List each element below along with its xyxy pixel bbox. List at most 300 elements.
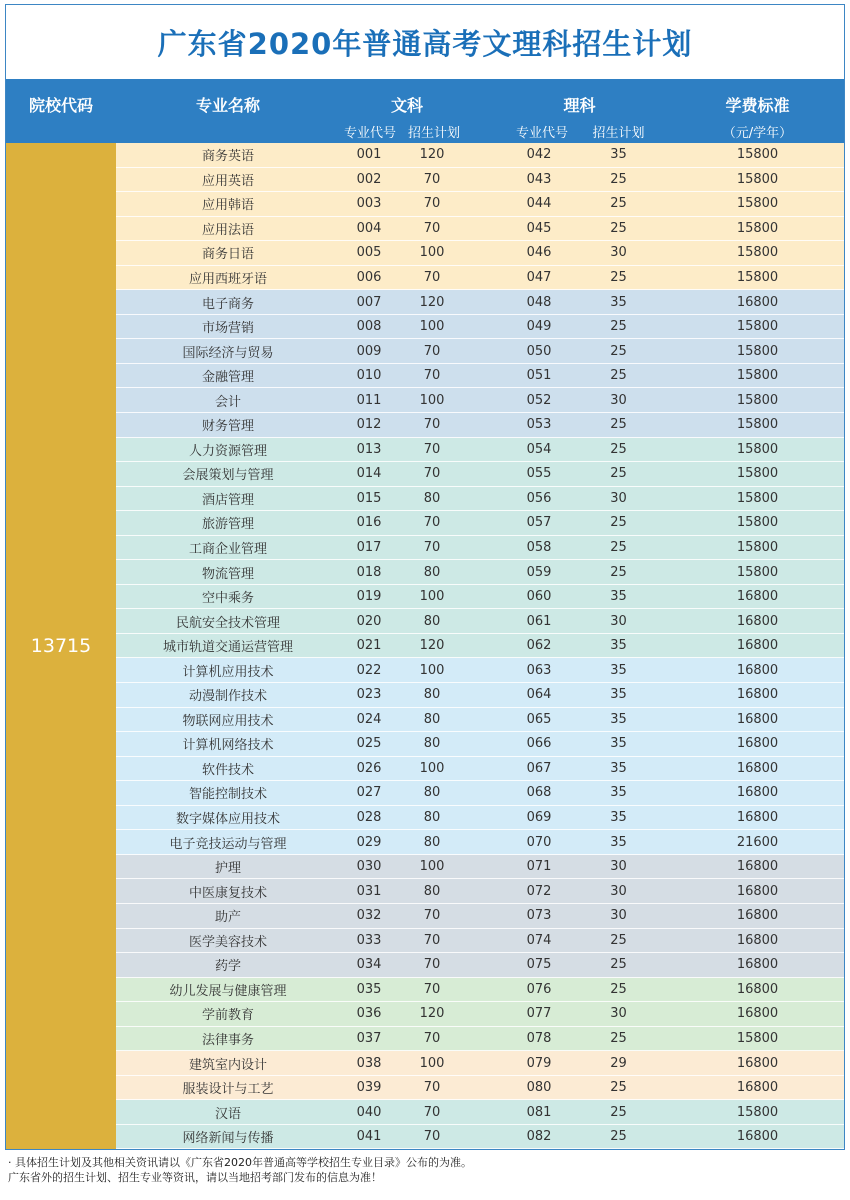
science-code-cell: 065 xyxy=(526,711,552,727)
arts-code-cell: 038 xyxy=(356,1055,382,1071)
science-plan-cell: 30 xyxy=(610,245,627,261)
tuition-cell: 16800 xyxy=(736,662,779,678)
major-name-cell: 中医康复技术 xyxy=(188,885,267,901)
table-row xyxy=(116,217,844,242)
science-plan-cell: 25 xyxy=(610,417,627,433)
header-science: 理科 xyxy=(563,96,596,115)
arts-plan-cell: 120 xyxy=(419,294,445,310)
tuition-cell: 15800 xyxy=(736,343,779,359)
tuition-cell: 16800 xyxy=(736,810,779,826)
science-code-cell: 055 xyxy=(526,466,552,482)
science-plan-cell: 25 xyxy=(610,564,627,580)
school-code-cell: 13715 xyxy=(6,143,116,1149)
major-name-cell: 应用英语 xyxy=(201,173,254,189)
arts-code-cell: 007 xyxy=(356,294,382,310)
arts-code-cell: 020 xyxy=(356,613,382,629)
science-code-cell: 061 xyxy=(526,613,552,629)
science-plan-cell: 25 xyxy=(610,981,627,997)
tuition-cell: 16800 xyxy=(736,785,779,801)
table-row xyxy=(116,168,844,193)
science-code-cell: 072 xyxy=(526,883,552,899)
science-plan-cell: 25 xyxy=(610,220,627,236)
table-row xyxy=(116,462,844,487)
tuition-cell: 15800 xyxy=(736,1104,779,1120)
major-name-cell: 国际经济与贸易 xyxy=(182,345,274,361)
arts-code-cell: 033 xyxy=(356,932,382,948)
major-name-cell: 工商企业管理 xyxy=(188,542,267,558)
arts-plan-cell: 80 xyxy=(423,564,441,580)
science-code-cell: 076 xyxy=(526,981,552,997)
tuition-cell: 15800 xyxy=(736,171,779,187)
tuition-cell: 16800 xyxy=(736,859,779,875)
arts-plan-cell: 70 xyxy=(423,441,441,457)
arts-code-cell: 030 xyxy=(356,859,382,875)
science-plan-cell: 25 xyxy=(610,515,627,531)
arts-code-cell: 037 xyxy=(356,1030,382,1046)
science-code-cell: 045 xyxy=(526,220,552,236)
header-school-code: 院校代码 xyxy=(28,96,93,115)
major-name-cell: 酒店管理 xyxy=(201,492,254,508)
major-name-cell: 学前教育 xyxy=(201,1008,254,1024)
tuition-cell: 16800 xyxy=(736,736,779,752)
major-name-cell: 应用韩语 xyxy=(201,198,254,214)
arts-code-cell: 019 xyxy=(356,589,382,605)
table-row xyxy=(116,241,844,266)
arts-plan-cell: 70 xyxy=(423,196,441,212)
table-row xyxy=(116,683,844,708)
tuition-cell: 15800 xyxy=(736,245,779,261)
arts-plan-cell: 80 xyxy=(423,490,441,506)
table-row xyxy=(116,143,844,168)
science-plan-cell: 30 xyxy=(610,1006,627,1022)
tuition-cell: 16800 xyxy=(736,908,779,924)
arts-plan-cell: 70 xyxy=(423,1080,441,1096)
page-title: 广东省2020年普通高考文理科招生计划 xyxy=(157,26,693,61)
major-name-cell: 金融管理 xyxy=(201,370,254,386)
science-code-cell: 068 xyxy=(526,785,552,801)
arts-code-cell: 010 xyxy=(356,368,382,384)
science-plan-cell: 35 xyxy=(610,785,627,801)
science-code-cell: 057 xyxy=(526,515,552,531)
science-code-cell: 078 xyxy=(526,1030,552,1046)
arts-code-cell: 027 xyxy=(356,785,382,801)
tuition-cell: 16800 xyxy=(736,957,779,973)
major-name-cell: 物联网应用技术 xyxy=(182,713,274,729)
arts-plan-cell: 70 xyxy=(423,515,441,531)
arts-plan-cell: 70 xyxy=(423,466,441,482)
table-row xyxy=(116,536,844,561)
science-plan-cell: 25 xyxy=(610,466,627,482)
major-name-cell: 民航安全技术管理 xyxy=(175,615,280,631)
table-header xyxy=(6,79,844,143)
science-code-cell: 052 xyxy=(526,392,552,408)
arts-plan-cell: 70 xyxy=(423,171,441,187)
arts-code-cell: 017 xyxy=(356,540,382,556)
table-row xyxy=(116,1125,844,1150)
science-code-cell: 043 xyxy=(526,171,552,187)
arts-code-cell: 034 xyxy=(356,957,382,973)
major-name-cell: 人力资源管理 xyxy=(188,443,267,459)
table-row xyxy=(116,658,844,683)
arts-code-cell: 024 xyxy=(356,711,382,727)
arts-code-cell: 022 xyxy=(356,662,382,678)
arts-plan-cell: 120 xyxy=(419,638,445,654)
science-code-cell: 046 xyxy=(526,245,552,261)
table-row xyxy=(116,634,844,659)
arts-code-cell: 036 xyxy=(356,1006,382,1022)
tuition-cell: 16800 xyxy=(736,589,779,605)
arts-plan-cell: 70 xyxy=(423,1129,441,1145)
arts-code-cell: 031 xyxy=(356,883,382,899)
tuition-cell: 15800 xyxy=(736,220,779,236)
major-name-cell: 汉语 xyxy=(214,1106,241,1122)
science-plan-cell: 35 xyxy=(610,760,627,776)
science-plan-cell: 25 xyxy=(610,540,627,556)
table-row xyxy=(116,708,844,733)
arts-code-cell: 021 xyxy=(356,638,382,654)
table-body xyxy=(116,143,844,1149)
major-name-cell: 软件技术 xyxy=(201,762,254,778)
table-row xyxy=(116,1002,844,1027)
tuition-cell: 16800 xyxy=(736,981,779,997)
science-code-cell: 053 xyxy=(526,417,552,433)
science-plan-cell: 25 xyxy=(610,171,627,187)
table-row xyxy=(116,192,844,217)
science-plan-cell: 35 xyxy=(610,589,627,605)
science-code-cell: 048 xyxy=(526,294,552,310)
table-row xyxy=(116,388,844,413)
table-row xyxy=(116,904,844,929)
arts-plan-cell: 80 xyxy=(423,834,441,850)
arts-code-cell: 003 xyxy=(356,196,382,212)
arts-code-cell: 032 xyxy=(356,908,382,924)
table-row xyxy=(116,364,844,389)
science-plan-cell: 30 xyxy=(610,613,627,629)
science-plan-cell: 25 xyxy=(610,1104,627,1120)
science-code-cell: 056 xyxy=(526,490,552,506)
science-plan-cell: 30 xyxy=(610,392,627,408)
major-name-cell: 网络新闻与传播 xyxy=(182,1131,274,1147)
science-code-cell: 049 xyxy=(526,319,552,335)
major-name-cell: 计算机应用技术 xyxy=(182,664,274,680)
science-plan-cell: 35 xyxy=(610,662,627,678)
major-name-cell: 医学美容技术 xyxy=(188,934,267,950)
header-major-name: 专业名称 xyxy=(195,96,260,115)
science-plan-cell: 35 xyxy=(610,147,627,163)
major-name-cell: 服装设计与工艺 xyxy=(182,1082,274,1098)
science-code-cell: 074 xyxy=(526,932,552,948)
science-plan-cell: 25 xyxy=(610,441,627,457)
arts-plan-cell: 100 xyxy=(419,392,445,408)
table-row xyxy=(116,1051,844,1076)
science-plan-cell: 35 xyxy=(610,834,627,850)
major-name-cell: 商务日语 xyxy=(201,247,254,263)
table-row xyxy=(116,732,844,757)
arts-plan-cell: 70 xyxy=(423,1104,441,1120)
header-science-enroll-plan: 招生计划 xyxy=(592,126,645,141)
table-row xyxy=(116,781,844,806)
science-code-cell: 051 xyxy=(526,368,552,384)
table-row xyxy=(116,953,844,978)
arts-code-cell: 039 xyxy=(356,1080,382,1096)
arts-plan-cell: 80 xyxy=(423,785,441,801)
major-name-cell: 物流管理 xyxy=(201,566,254,582)
science-plan-cell: 35 xyxy=(610,810,627,826)
tuition-cell: 15800 xyxy=(736,441,779,457)
science-plan-cell: 25 xyxy=(610,343,627,359)
arts-code-cell: 025 xyxy=(356,736,382,752)
tuition-cell: 15800 xyxy=(736,270,779,285)
arts-plan-cell: 70 xyxy=(423,540,441,556)
science-plan-cell: 25 xyxy=(610,270,627,285)
arts-plan-cell: 80 xyxy=(423,613,441,629)
science-code-cell: 082 xyxy=(526,1129,552,1145)
arts-code-cell: 009 xyxy=(356,343,382,359)
science-plan-cell: 25 xyxy=(610,1129,627,1145)
arts-code-cell: 018 xyxy=(356,564,382,580)
arts-plan-cell: 70 xyxy=(423,368,441,384)
tuition-cell: 16800 xyxy=(736,760,779,776)
science-plan-cell: 30 xyxy=(610,883,627,899)
science-code-cell: 042 xyxy=(526,147,552,163)
major-name-cell: 应用西班牙语 xyxy=(188,272,267,287)
science-plan-cell: 25 xyxy=(610,932,627,948)
arts-plan-cell: 70 xyxy=(423,270,441,285)
arts-plan-cell: 80 xyxy=(423,687,441,703)
science-code-cell: 080 xyxy=(526,1080,552,1096)
tuition-cell: 15800 xyxy=(736,1030,779,1046)
tuition-cell: 16800 xyxy=(736,883,779,899)
science-code-cell: 071 xyxy=(526,859,552,875)
science-code-cell: 058 xyxy=(526,540,552,556)
table-row xyxy=(116,413,844,438)
table-row xyxy=(116,585,844,610)
arts-plan-cell: 80 xyxy=(423,883,441,899)
major-name-cell: 应用法语 xyxy=(201,222,254,238)
major-name-cell: 市场营销 xyxy=(201,321,254,337)
tuition-cell: 16800 xyxy=(736,613,779,629)
arts-code-cell: 040 xyxy=(356,1104,382,1120)
arts-code-cell: 012 xyxy=(356,417,382,433)
science-plan-cell: 35 xyxy=(610,711,627,727)
science-plan-cell: 25 xyxy=(610,319,627,335)
science-code-cell: 069 xyxy=(526,810,552,826)
table-row xyxy=(116,609,844,634)
header-arts-enroll-plan: 招生计划 xyxy=(407,126,460,141)
major-name-cell: 空中乘务 xyxy=(201,591,254,607)
major-name-cell: 电子商务 xyxy=(201,296,254,312)
science-plan-cell: 35 xyxy=(610,736,627,752)
arts-code-cell: 008 xyxy=(356,319,382,335)
major-name-cell: 计算机网络技术 xyxy=(182,738,274,754)
science-plan-cell: 25 xyxy=(610,957,627,973)
arts-plan-cell: 100 xyxy=(419,859,445,875)
arts-code-cell: 013 xyxy=(356,441,382,457)
arts-plan-cell: 80 xyxy=(423,711,441,727)
science-code-cell: 081 xyxy=(526,1104,552,1120)
science-plan-cell: 25 xyxy=(610,1080,627,1096)
science-code-cell: 054 xyxy=(526,441,552,457)
table-row xyxy=(116,560,844,585)
header-tuition-unit: （元/学年） xyxy=(722,126,793,141)
footer-line-1: · 具体招生计划及其他相关资讯请以《广东省2020年普通高等学校招生专业目录》公布的为准。 xyxy=(8,1156,472,1169)
table-row xyxy=(116,1076,844,1101)
science-plan-cell: 25 xyxy=(610,368,627,384)
science-plan-cell: 35 xyxy=(610,638,627,654)
arts-code-cell: 006 xyxy=(356,270,382,285)
major-name-cell: 会展策划与管理 xyxy=(182,468,274,484)
arts-plan-cell: 70 xyxy=(423,981,441,997)
tuition-cell: 15800 xyxy=(736,392,779,408)
arts-plan-cell: 100 xyxy=(419,245,445,261)
table-row xyxy=(116,266,844,291)
arts-plan-cell: 120 xyxy=(419,147,445,163)
header-tuition: 学费标准 xyxy=(725,96,790,115)
arts-code-cell: 016 xyxy=(356,515,382,531)
tuition-cell: 15800 xyxy=(736,196,779,212)
science-plan-cell: 29 xyxy=(610,1055,627,1071)
science-code-cell: 075 xyxy=(526,957,552,973)
table-row xyxy=(116,879,844,904)
arts-code-cell: 005 xyxy=(356,245,382,261)
science-code-cell: 060 xyxy=(526,589,552,605)
science-plan-cell: 25 xyxy=(610,1030,627,1046)
tuition-cell: 15800 xyxy=(736,368,779,384)
science-code-cell: 044 xyxy=(526,196,552,212)
arts-code-cell: 035 xyxy=(356,981,382,997)
major-name-cell: 城市轨道交通运营管理 xyxy=(162,640,293,656)
tuition-cell: 15800 xyxy=(736,515,779,531)
table-row xyxy=(116,438,844,463)
table-row xyxy=(116,855,844,880)
science-plan-cell: 30 xyxy=(610,490,627,506)
science-plan-cell: 35 xyxy=(610,294,627,310)
table-row xyxy=(116,757,844,782)
arts-plan-cell: 70 xyxy=(423,220,441,236)
science-plan-cell: 35 xyxy=(610,687,627,703)
science-code-cell: 063 xyxy=(526,662,552,678)
major-name-cell: 动漫制作技术 xyxy=(188,689,267,705)
arts-plan-cell: 100 xyxy=(419,589,445,605)
footer-line-2: 广东省外的招生计划、招生专业等资讯，请以当地招考部门发布的信息为准！ xyxy=(8,1171,382,1184)
science-code-cell: 073 xyxy=(526,908,552,924)
tuition-cell: 15800 xyxy=(736,564,779,580)
tuition-cell: 16800 xyxy=(736,932,779,948)
major-name-cell: 智能控制技术 xyxy=(188,787,267,803)
tuition-cell: 16800 xyxy=(736,1080,779,1096)
arts-plan-cell: 120 xyxy=(419,1006,445,1022)
arts-plan-cell: 80 xyxy=(423,810,441,826)
arts-code-cell: 026 xyxy=(356,760,382,776)
arts-plan-cell: 100 xyxy=(419,760,445,776)
major-name-cell: 护理 xyxy=(214,861,241,877)
arts-plan-cell: 70 xyxy=(423,1030,441,1046)
table-row xyxy=(116,315,844,340)
major-name-cell: 药学 xyxy=(214,959,241,975)
major-name-cell: 幼儿发展与健康管理 xyxy=(169,983,287,999)
arts-plan-cell: 100 xyxy=(419,319,445,335)
arts-plan-cell: 100 xyxy=(419,1055,445,1071)
table-row xyxy=(116,487,844,512)
tuition-cell: 15800 xyxy=(736,319,779,335)
tuition-cell: 16800 xyxy=(736,638,779,654)
table-row xyxy=(116,1027,844,1052)
arts-code-cell: 029 xyxy=(356,834,382,850)
science-code-cell: 070 xyxy=(526,834,552,850)
science-plan-cell: 25 xyxy=(610,196,627,212)
science-plan-cell: 30 xyxy=(610,908,627,924)
major-name-cell: 会计 xyxy=(214,394,241,410)
arts-plan-cell: 70 xyxy=(423,932,441,948)
header-arts: 文科 xyxy=(390,96,423,115)
science-code-cell: 047 xyxy=(526,270,552,285)
arts-code-cell: 004 xyxy=(356,220,382,236)
major-name-cell: 助产 xyxy=(214,910,241,926)
table-row xyxy=(116,830,844,855)
science-code-cell: 079 xyxy=(526,1055,552,1071)
tuition-cell: 15800 xyxy=(736,147,779,163)
major-name-cell: 旅游管理 xyxy=(201,517,254,533)
science-code-cell: 062 xyxy=(526,638,552,654)
arts-code-cell: 011 xyxy=(356,392,382,408)
header-arts-major-code: 专业代号 xyxy=(343,126,396,141)
arts-code-cell: 002 xyxy=(356,171,382,187)
science-code-cell: 059 xyxy=(526,564,552,580)
table-row xyxy=(116,806,844,831)
tuition-cell: 15800 xyxy=(736,540,779,556)
tuition-cell: 16800 xyxy=(736,687,779,703)
arts-code-cell: 041 xyxy=(356,1129,382,1145)
arts-code-cell: 001 xyxy=(356,147,382,163)
tuition-cell: 15800 xyxy=(736,417,779,433)
arts-plan-cell: 70 xyxy=(423,343,441,359)
major-name-cell: 电子竞技运动与管理 xyxy=(169,836,287,852)
major-name-cell: 数字媒体应用技术 xyxy=(175,812,280,828)
table-row xyxy=(116,1100,844,1125)
tuition-cell: 15800 xyxy=(736,466,779,482)
tuition-cell: 16800 xyxy=(736,1006,779,1022)
arts-plan-cell: 100 xyxy=(419,662,445,678)
major-name-cell: 财务管理 xyxy=(201,419,254,435)
arts-plan-cell: 70 xyxy=(423,417,441,433)
major-name-cell: 建筑室内设计 xyxy=(188,1057,267,1073)
science-code-cell: 077 xyxy=(526,1006,552,1022)
tuition-cell: 16800 xyxy=(736,294,779,310)
arts-code-cell: 023 xyxy=(356,687,382,703)
science-code-cell: 064 xyxy=(526,687,552,703)
header-science-major-code: 专业代号 xyxy=(515,126,568,141)
table-row xyxy=(116,290,844,315)
table-row xyxy=(116,978,844,1003)
tuition-cell: 16800 xyxy=(736,1055,779,1071)
arts-plan-cell: 70 xyxy=(423,908,441,924)
tuition-cell: 21600 xyxy=(736,834,779,850)
table-row xyxy=(116,511,844,536)
table-row xyxy=(116,339,844,364)
science-code-cell: 050 xyxy=(526,343,552,359)
science-code-cell: 067 xyxy=(526,760,552,776)
tuition-cell: 16800 xyxy=(736,1129,779,1145)
major-name-cell: 法律事务 xyxy=(201,1032,254,1048)
tuition-cell: 15800 xyxy=(736,490,779,506)
arts-code-cell: 028 xyxy=(356,810,382,826)
footer-notes xyxy=(8,1155,844,1185)
table-row xyxy=(116,929,844,954)
major-name-cell: 商务英语 xyxy=(201,149,254,165)
science-plan-cell: 30 xyxy=(610,859,627,875)
tuition-cell: 16800 xyxy=(736,711,779,727)
arts-code-cell: 014 xyxy=(356,466,382,482)
